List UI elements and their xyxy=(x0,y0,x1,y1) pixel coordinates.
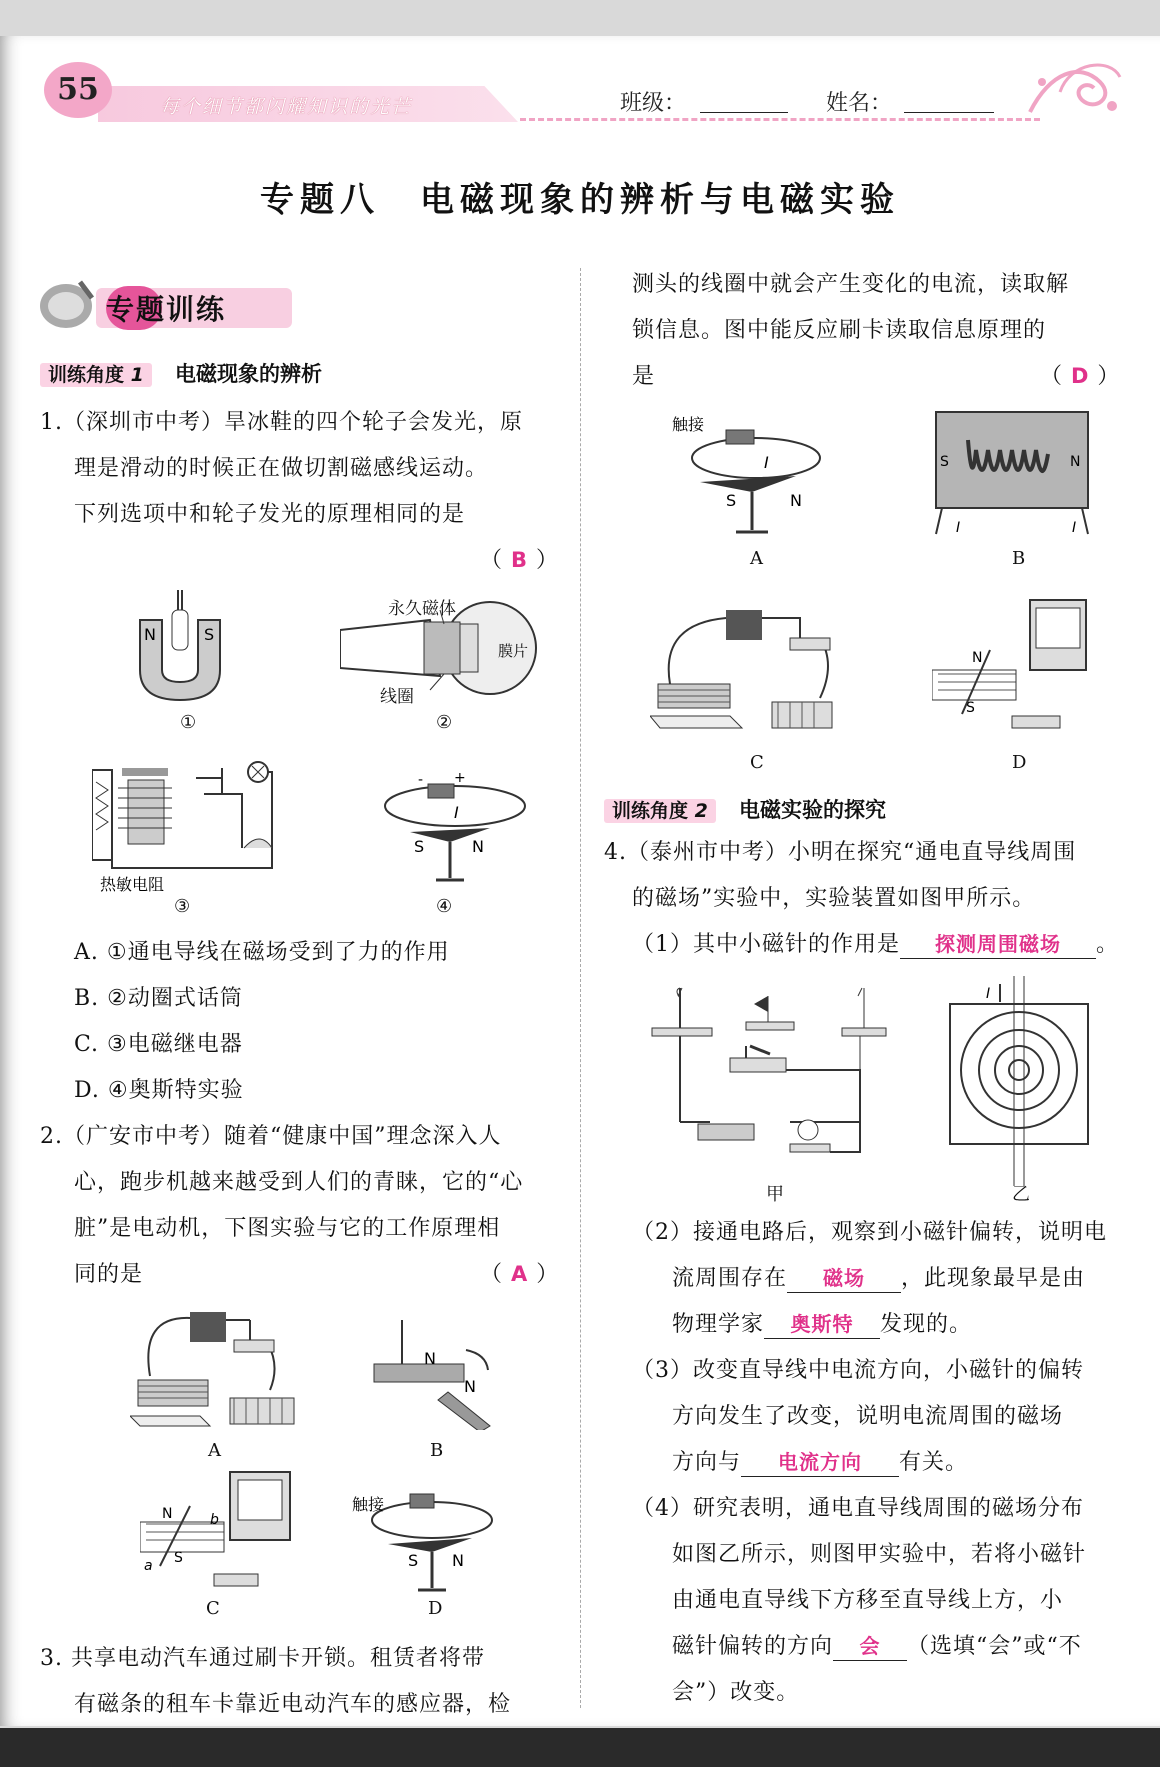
q3-line1: 3. 共享电动汽车通过刷卡开锁。租赁者将带 xyxy=(40,1646,485,1671)
svg-text:S: S xyxy=(204,625,215,644)
q3-fig-label-d: D xyxy=(1012,752,1027,773)
header-dash-line xyxy=(520,118,1040,121)
svg-text:S: S xyxy=(940,454,949,470)
q3-fig-label-c: C xyxy=(750,752,764,773)
q1-fig-label-2: ② xyxy=(436,712,453,733)
svg-text:N: N xyxy=(424,1349,436,1368)
svg-text:I: I xyxy=(956,520,961,536)
angle2-header xyxy=(604,794,886,824)
q4-fig-label-yi: 乙 xyxy=(1012,1184,1030,1205)
q3-fig-label-a: A xyxy=(750,548,763,569)
q3-figure-c xyxy=(650,604,840,740)
svg-text:N: N xyxy=(790,491,802,510)
svg-text:N: N xyxy=(1070,454,1081,470)
svg-text:N: N xyxy=(972,650,983,666)
q4-p2-answer1: 磁场 xyxy=(787,1264,901,1293)
svg-text:+: + xyxy=(454,770,466,786)
q2-line2: 心，跑步机越来越受到人们的青睐，它的“心 xyxy=(74,1170,524,1195)
section-title: 专题训练 xyxy=(106,293,227,326)
q1-label-perm-magnet: 永久磁体 xyxy=(388,599,456,619)
q1-fig-label-3: ③ xyxy=(174,896,191,917)
class-label: 班级： xyxy=(620,91,687,116)
q3-cont-line2: 锁信息。图中能反应刷卡读取信息原理的 xyxy=(632,318,1047,343)
q1-line2: 理是滑动的时候正在做切割磁感线运动。 xyxy=(74,456,489,481)
q2-figure-d xyxy=(352,1480,502,1598)
q2-answer: A xyxy=(511,1262,529,1286)
q2-fig-label-a: A xyxy=(208,1440,221,1461)
svg-text:-: - xyxy=(418,772,424,788)
page-number: 55 xyxy=(44,62,112,118)
name-label: 姓名： xyxy=(826,91,893,116)
q1-option-d: D. ④奥斯特实验 xyxy=(74,1078,244,1103)
angle1-tag: 训练角度 1 xyxy=(40,363,152,387)
flourish-ornament xyxy=(1020,52,1130,124)
q4-part1: （1）其中小磁针的作用是 探测周围磁场 。 xyxy=(632,932,1120,957)
q2-figure-a xyxy=(130,1306,300,1442)
svg-text:S: S xyxy=(726,491,737,510)
svg-text:N: N xyxy=(452,1551,464,1570)
svg-text:I: I xyxy=(454,803,459,822)
class-field[interactable] xyxy=(700,90,788,113)
q4-line1: 4.（泰州市中考）小明在探究“通电直导线周围 xyxy=(604,840,1077,865)
q1-fig-label-1: ① xyxy=(180,712,197,733)
q1-option-c: C. ③电磁继电器 xyxy=(74,1032,243,1057)
q4-p2-line3: 物理学家 奥斯特 发现的。 xyxy=(672,1312,973,1337)
q4-p2-line1: （2）接通电路后，观察到小磁针偏转，说明电 xyxy=(632,1220,1107,1245)
q4-p2-answer2: 奥斯特 xyxy=(764,1310,880,1339)
q3-line2: 有磁条的租车卡靠近电动汽车的感应器，检 xyxy=(74,1692,512,1717)
svg-text:触接: 触接 xyxy=(352,1495,385,1514)
q4-p3-line2: 方向发生了改变，说明电流周围的磁场 xyxy=(672,1404,1064,1429)
q2-answer-bracket: （ A ） xyxy=(480,1262,560,1287)
q2-figure-b xyxy=(370,1320,510,1430)
column-divider xyxy=(580,268,581,1708)
svg-text:热敏电阻: 热敏电阻 xyxy=(100,875,165,894)
q3-figure-d xyxy=(932,596,1092,740)
svg-text:N: N xyxy=(472,837,484,856)
motto: 每个细节都闪耀知识的光芒 xyxy=(160,96,413,118)
q2-line1: 2.（广安市中考）随着“健康中国”理念深入人 xyxy=(40,1124,502,1149)
svg-text:S: S xyxy=(966,700,975,716)
q4-p4-line1: （4）研究表明，通电直导线周围的磁场分布 xyxy=(632,1496,1084,1521)
q1-line1: 1.（深圳市中考）旱冰鞋的四个轮子会发光，原 xyxy=(40,410,523,435)
q3-figure-b xyxy=(932,410,1092,536)
bottom-bar xyxy=(0,1728,1160,1767)
svg-text:N: N xyxy=(464,1377,476,1396)
svg-text:S: S xyxy=(414,837,425,856)
q1-answer-bracket: （ B ） xyxy=(480,548,560,573)
q1-figure-4 xyxy=(380,770,530,890)
q4-figure-yi xyxy=(944,976,1094,1186)
angle2-title: 电磁实验的探究 xyxy=(738,798,886,822)
q3-cont-line3: 是 xyxy=(632,364,656,389)
q3-figure-a xyxy=(666,410,826,540)
name-field[interactable] xyxy=(904,90,994,113)
q1-option-b: B. ②动圈式话筒 xyxy=(74,986,243,1011)
svg-text:S: S xyxy=(408,1551,419,1570)
q2-figure-c xyxy=(140,1466,300,1600)
svg-text:b: b xyxy=(210,1512,219,1528)
q4-p1-answer: 探测周围磁场 xyxy=(900,930,1096,959)
svg-text:触接: 触接 xyxy=(672,415,705,434)
q1-option-a: A. ①通电导线在磁场受到了力的作用 xyxy=(74,940,450,965)
q2-line3: 脏”是电动机，下图实验与它的工作原理相 xyxy=(74,1216,501,1241)
q4-p3-answer: 电流方向 xyxy=(741,1448,899,1477)
q4-p4-answer: 会 xyxy=(833,1632,907,1661)
q4-p4-line3: 由通电直导线下方移至直导线上方，小 xyxy=(672,1588,1064,1613)
angle2-tag: 训练角度 2 xyxy=(604,799,716,823)
svg-text:I: I xyxy=(764,453,769,472)
page-title: 专题八 电磁现象的辨析与电磁实验 xyxy=(260,180,900,220)
q2-fig-label-d: D xyxy=(428,1598,443,1619)
q4-p3-line3: 方向与 电流方向 有关。 xyxy=(672,1450,969,1475)
q1-figure-3 xyxy=(92,758,292,898)
q4-p4-line2: 如图乙所示，则图甲实验中，若将小磁针 xyxy=(672,1542,1087,1567)
q4-p3-line1: （3）改变直导线中电流方向，小磁针的偏转 xyxy=(632,1358,1084,1383)
q1-label-coil: 线圈 xyxy=(380,687,414,707)
svg-text:I: I xyxy=(1072,520,1077,536)
q4-line2: 的磁场”实验中，实验装置如图甲所示。 xyxy=(632,886,1036,911)
q1-figure-1 xyxy=(120,590,240,710)
svg-text:a: a xyxy=(144,1558,153,1574)
q2-fig-label-c: C xyxy=(206,1598,220,1619)
q1-answer: B xyxy=(511,548,529,572)
q4-p4-line5: 会”）改变。 xyxy=(672,1680,800,1705)
q3-cont-line1: 测头的线圈中就会产生变化的电流，读取解 xyxy=(632,272,1070,297)
q2-line4: 同的是 xyxy=(74,1262,144,1287)
q2-fig-label-b: B xyxy=(430,1440,444,1461)
q4-p2-line2: 流周围存在 磁场 ，此现象最早是由 xyxy=(672,1266,1086,1291)
svg-text:S: S xyxy=(174,1550,183,1566)
q4-figure-jia xyxy=(650,982,890,1170)
q3-answer: D xyxy=(1071,364,1090,388)
q4-fig-label-jia: 甲 xyxy=(766,1184,784,1205)
q1-label-membrane: 膜片 xyxy=(498,642,529,660)
angle1-title: 电磁现象的辨析 xyxy=(174,362,322,386)
q1-fig-label-4: ④ xyxy=(436,896,453,917)
q3-answer-bracket: （ D ） xyxy=(1040,364,1121,389)
q3-fig-label-b: B xyxy=(1012,548,1026,569)
q4-p4-line4: 磁针偏转的方向 会 （选填“会”或“不 xyxy=(672,1634,1082,1659)
svg-text:N: N xyxy=(144,625,156,644)
svg-text:N: N xyxy=(162,1506,173,1522)
angle1-header xyxy=(40,358,322,388)
q1-line3: 下列选项中和轮子发光的原理相同的是 xyxy=(74,502,466,527)
svg-text:I: I xyxy=(986,986,991,1002)
